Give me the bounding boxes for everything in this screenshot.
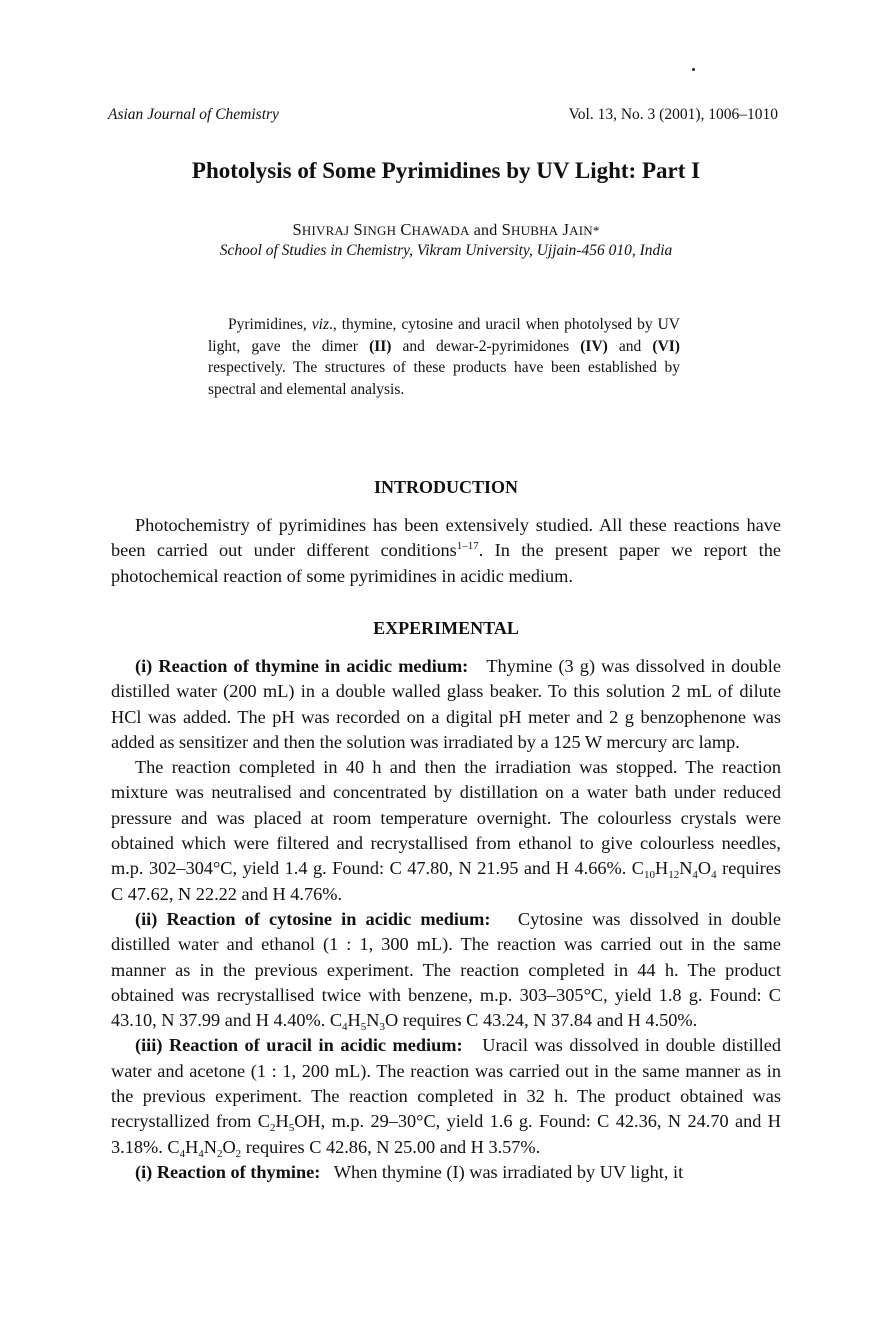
introduction-paragraph: Photochemistry of pyrimidines has been extensively studied. All these reactions have been carried out under different conditions$^{1-17}$. In the present paper we report the photochemical reaction of some pyrimidines in acidic medium. [111, 515, 781, 586]
volume-info: Vol. 13, No. 3 (2001), 1006–1010 [568, 106, 778, 123]
author-affiliation: School of Studies in Chemistry, Vikram University, Ujjain-456 010, India [219, 242, 673, 259]
thymine-reaction-paragraph: (i) Reaction of thymine in acidic medium: Thymine (3 g) was dissolved in double distilled water (200 mL) in a double walled glass beaker. To this solution 2 mL of dilute HCl was added. The pH was recorded on a digital pH meter and 2 g benzophenone was added as sensitizer and then the solution was irradiated by a 125 W mercury arc lamp. [111, 656, 781, 752]
journal-name: Asian Journal of Chemistry [108, 106, 279, 123]
reference-superscript: 1–17 [456, 540, 479, 553]
experimental-heading: EXPERIMENTAL [373, 618, 519, 638]
section-label: (ii) Reaction of cytosine in acidic medium: [135, 908, 491, 929]
section-label: (i) Reaction of thymine: [135, 1161, 321, 1182]
uracil-reaction-paragraph: (iii) Reaction of uracil in acidic medium: Uracil was dissolved in double distilled water and acetone (1 : 1, 200 mL). The reaction was carried out in the same manner as in the previous experiment. The reaction completed in 32 h. The product obtained was recrystallized from $C_2H_5OH$, m.p. 29–30°C, yield 1.6 g. Found: C 42.36, N 24.70 and H 3.18%. $C_4H_4N_2O_2$ requires C 42.86, N 25.00 and H 3.57%. [111, 1035, 781, 1160]
paper-title: Photolysis of Some Pyrimidines by UV Light: Part I [191, 158, 701, 183]
author-line: SHIVRAJ SINGH CHAWADA and SHUBHA JAIN* [292, 220, 600, 239]
section-label: (iii) Reaction of uracil in acidic medium: [135, 1035, 463, 1056]
experimental-body [111, 654, 781, 1185]
thymine-irradiation-paragraph: (i) Reaction of thymine: When thymine (I) was irradiated by UV light, it [135, 1161, 684, 1182]
thymine-result-paragraph: The reaction completed in 40 h and then the irradiation was stopped. The reaction mixture was neutralised and concentrated by distillation on a water bath under reduced pressure and was placed at room temperature overnight. The colourless crystals were obtained which were filtered and recrystallised from ethanol to give colourless needles, m.p. 302–304°C, yield 1.4 g. Found: C 47.80, N 21.95 and H 4.66%. $C_{10}H_{12}N_4O_4$ requires C 47.62, N 22.22 and H 4.76%. [111, 757, 782, 904]
cytosine-reaction-paragraph: (ii) Reaction of cytosine in acidic medium: Cytosine was dissolved in double distilled water and ethanol (1 : 1, 300 mL). The reaction was carried out in the same manner as in the previous experiment. The reaction completed in 44 h. The product obtained was recrystallised twice with benzene, m.p. 303–305°C, yield 1.8 g. Found: C 43.10, N 37.99 and H 4.40%. $C_4H_5N_3O$ requires C 43.24, N 37.84 and H 4.50%. [111, 908, 781, 1034]
introduction-body [111, 513, 781, 589]
introduction-heading: INTRODUCTION [373, 477, 519, 497]
abstract: Pyrimidines, viz., thymine, cytosine and uracil when photolysed by UV light, gave the dimer (II) and dewar-2-pyrimidones (IV) and (VI) respectively. The structures of these products have been established by spectral and elemental analysis. [208, 316, 681, 398]
scan-speck [692, 68, 695, 71]
section-label: (i) Reaction of thymine in acidic medium: [135, 656, 469, 676]
